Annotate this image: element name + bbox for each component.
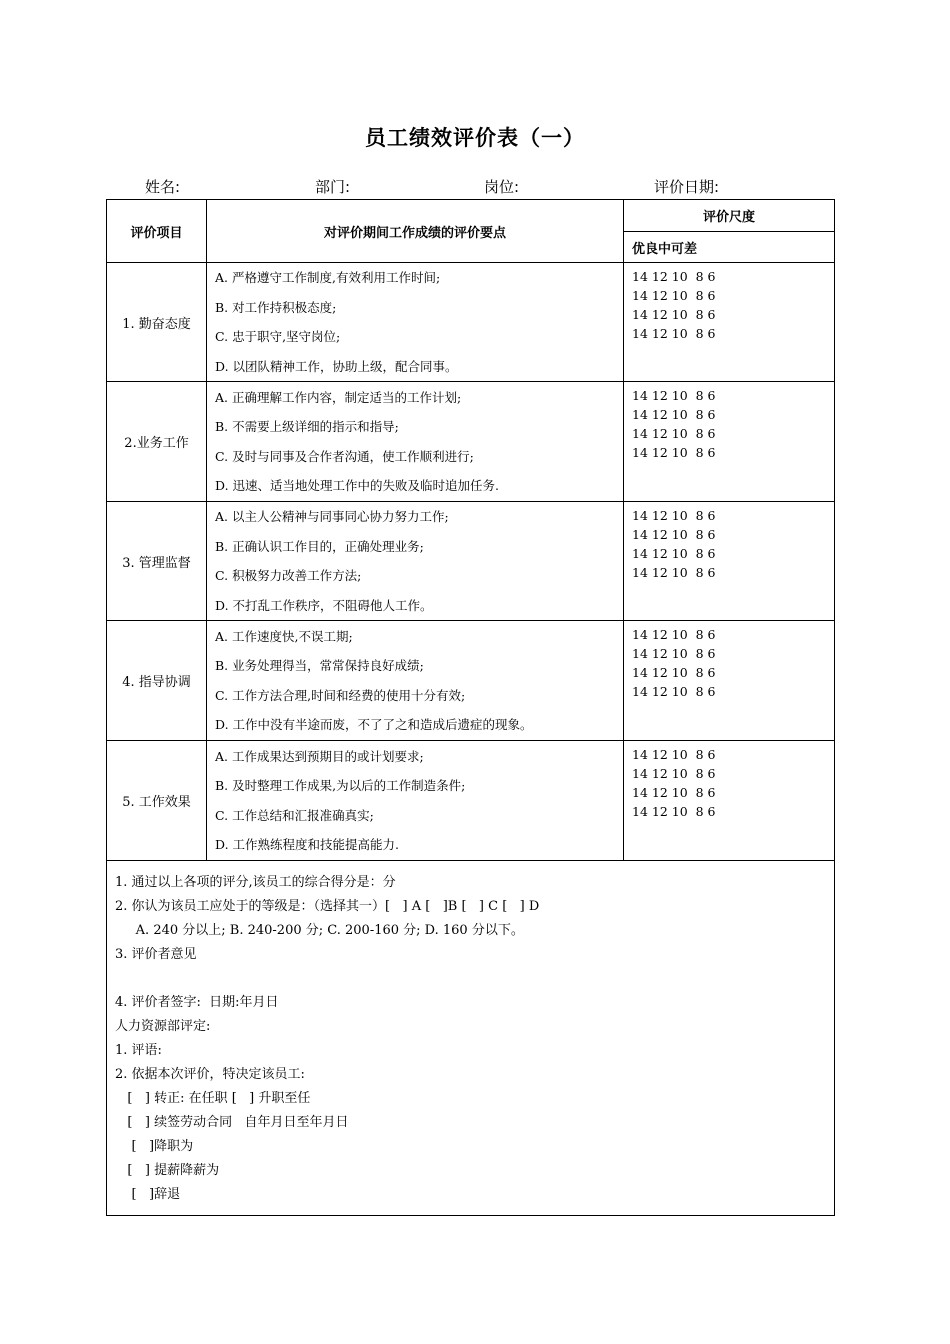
point-text: B. 及时整理工作成果,为以后的工作制造条件; (215, 778, 466, 793)
point-text: A. 严格遵守工作制度,有效利用工作时间; (215, 270, 441, 285)
summary-section (107, 861, 835, 1216)
point-text: C. 工作总结和汇报准确真实; (215, 807, 374, 823)
item-scale (624, 263, 835, 382)
item-points (207, 502, 624, 621)
page-title: 员工绩效评价表（一） (365, 126, 585, 150)
summary-line: [ ]辞退 (115, 1187, 181, 1202)
scale-values: 14 12 10 8 6 (632, 508, 716, 523)
item-scale (624, 621, 835, 741)
table-row (107, 382, 835, 502)
point-text: A. 正确理解工作内容，制定适当的工作计划; (215, 389, 462, 405)
point-text: A. 工作成果达到预期目的或计划要求; (215, 748, 424, 764)
summary-line: [ ]降职为 (115, 1139, 194, 1154)
scale-values: 14 12 10 8 6 (632, 445, 716, 460)
point-text: D. 工作中没有半途而废，不了了之和造成后遗症的现象。 (215, 717, 533, 732)
scale-values: 14 12 10 8 6 (632, 546, 716, 561)
point-text: D. 迅速、适当地处理工作中的失败及临时追加任务. (215, 478, 499, 493)
summary-line: 2. 依据本次评价，特决定该员工: (115, 1067, 305, 1082)
point-text: D. 不打乱工作秩序，不阻碍他人工作。 (215, 597, 433, 613)
point-text: D. 工作熟练程度和技能提高能力. (215, 837, 399, 852)
point-text: C. 工作方法合理,时间和经费的使用十分有效; (215, 687, 466, 703)
scale-values: 14 12 10 8 6 (632, 527, 716, 542)
scale-values: 14 12 10 8 6 (632, 269, 716, 284)
summary-line: 3. 评价者意见 (115, 947, 197, 962)
point-text: D. 以团队精神工作，协助上级，配合同事。 (215, 358, 458, 374)
header-points: 对评价期间工作成绩的评价要点 (207, 200, 624, 263)
point-text: C. 忠于职守,坚守岗位; (215, 329, 341, 344)
table-row (107, 741, 835, 861)
point-text: A. 以主人公精神与同事同心协力努力工作; (215, 509, 449, 524)
scale-values: 14 12 10 8 6 (632, 766, 716, 781)
summary-line: A. 240 分以上; B. 240-200 分; C. 200-160 分; D. 160 分以下。 (115, 923, 524, 938)
item-label: 5. 工作效果 (107, 741, 207, 861)
table-row (107, 263, 835, 382)
summary-line: [ ] 转正: 在任职 [ ] 升职至任 (115, 1091, 311, 1106)
point-text: B. 业务处理得当，常常保持良好成绩; (215, 658, 424, 673)
scale-values: 14 12 10 8 6 (632, 684, 716, 699)
summary-line: 1. 通过以上各项的评分,该员工的综合得分是：分 (115, 875, 396, 890)
item-scale (624, 502, 835, 621)
summary-line: [ ] 提薪降薪为 (115, 1163, 220, 1178)
summary-line: [ ] 续签劳动合同 自年月日至年月日 (115, 1115, 349, 1130)
point-text: B. 不需要上级详细的指示和指导; (215, 419, 399, 434)
summary-line: 4. 评价者签字: 日期:年月日 (115, 995, 279, 1010)
point-text: B. 对工作持积极态度; (215, 299, 337, 315)
scale-values: 14 12 10 8 6 (632, 627, 716, 642)
scale-values: 14 12 10 8 6 (632, 426, 716, 441)
scale-values: 14 12 10 8 6 (632, 326, 716, 341)
header-item: 评价项目 (107, 200, 207, 263)
item-scale (624, 382, 835, 502)
summary-row (107, 861, 835, 1216)
summary-line: 人力资源部评定: (115, 1019, 211, 1034)
scale-values: 14 12 10 8 6 (632, 288, 716, 303)
summary-line (107, 967, 834, 991)
scale-values: 14 12 10 8 6 (632, 388, 716, 403)
item-label: 4. 指导协调 (107, 621, 207, 741)
name-label: 姓名: (145, 178, 181, 196)
scale-values: 14 12 10 8 6 (632, 785, 716, 800)
item-label: 2.业务工作 (107, 382, 207, 502)
summary-line: 1. 评语: (115, 1043, 162, 1058)
item-points (207, 263, 624, 382)
header-scale-levels: 优良中可差 (624, 232, 835, 263)
item-points (207, 741, 624, 861)
table-row (107, 621, 835, 741)
scale-values: 14 12 10 8 6 (632, 747, 716, 762)
item-points (207, 621, 624, 741)
point-text: B. 正确认识工作目的，正确处理业务; (215, 538, 424, 554)
eval-date-label: 评价日期: (654, 178, 720, 196)
scale-values: 14 12 10 8 6 (632, 307, 716, 322)
evaluation-table (106, 199, 835, 1216)
point-text: C. 及时与同事及合作者沟通，使工作顺利进行; (215, 448, 474, 464)
table-row (107, 502, 835, 621)
scale-values: 14 12 10 8 6 (632, 407, 716, 422)
item-scale (624, 741, 835, 861)
point-text: C. 积极努力改善工作方法; (215, 568, 362, 583)
item-label: 3. 管理监督 (107, 502, 207, 621)
scale-values: 14 12 10 8 6 (632, 665, 716, 680)
position-label: 岗位: (484, 178, 520, 196)
point-text: A. 工作速度快,不误工期; (215, 628, 353, 644)
scale-values: 14 12 10 8 6 (632, 565, 716, 580)
item-label: 1. 勤奋态度 (107, 263, 207, 382)
summary-line: 2. 你认为该员工应处于的等级是：（选择其一）[ ] A [ ]B [ ] C [ ] D (115, 899, 540, 914)
dept-label: 部门: (315, 178, 351, 196)
scale-values: 14 12 10 8 6 (632, 804, 716, 819)
item-points (207, 382, 624, 502)
header-scale: 评价尺度 (624, 200, 835, 232)
scale-values: 14 12 10 8 6 (632, 646, 716, 661)
